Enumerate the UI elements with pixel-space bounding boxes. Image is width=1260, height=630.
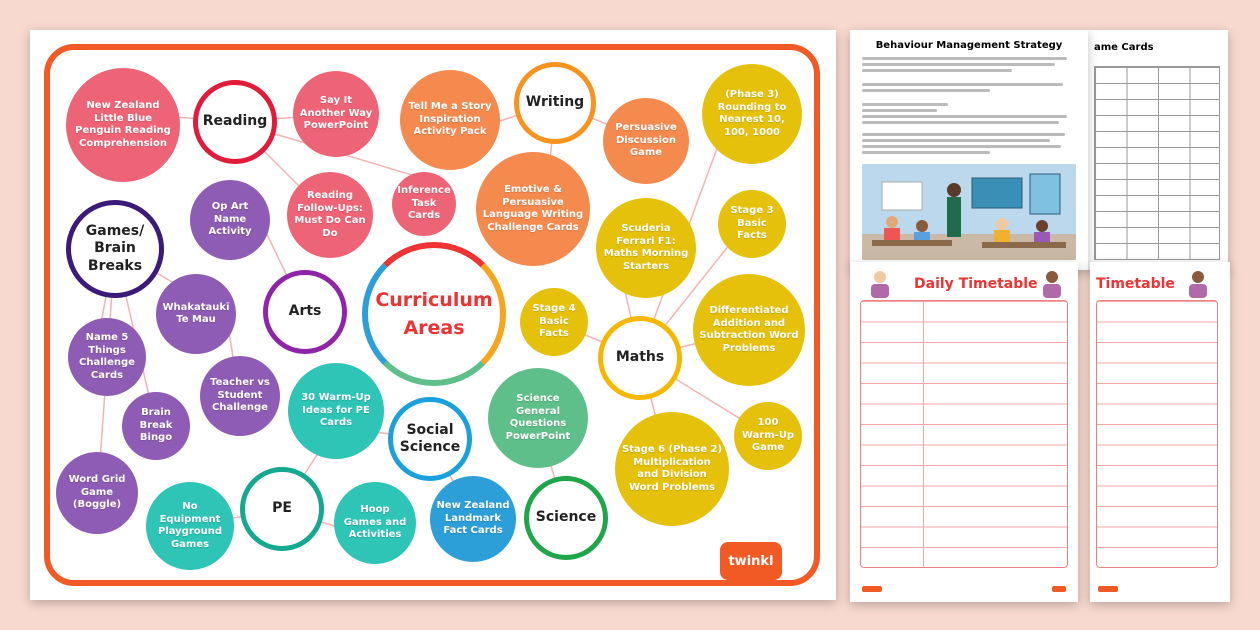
bubble-inference-cards: Inference Task Cards [392, 172, 456, 236]
timetable-footer-logo [862, 586, 882, 592]
behaviour-management-sheet [850, 30, 1088, 270]
hub-maths [598, 316, 682, 400]
bubble-name-5-things: Name 5 Things Challenge Cards [68, 318, 146, 396]
hub-writing [514, 62, 596, 144]
bubble-op-art: Op Art Name Activity [190, 180, 270, 260]
bubble-stage3-facts: Stage 3 Basic Facts [718, 190, 786, 258]
daily-timetable-sheet [850, 262, 1078, 602]
teacher-icon-right [1038, 268, 1066, 298]
center-title-line1: Curriculum [375, 288, 493, 311]
bubble-scuderia: Scuderia Ferrari F1: Maths Morning Starters [596, 198, 696, 298]
hub-reading-label: Reading [202, 113, 268, 130]
behaviour-sheet-text [862, 57, 1076, 154]
teacher-icon-left [866, 268, 894, 298]
name-cards-sheet [1088, 30, 1228, 270]
classroom-illustration [862, 164, 1076, 260]
bubble-no-equipment: No Equipment Playground Games [146, 482, 234, 570]
bubble-science-general: Science General Questions PowerPoint [488, 368, 588, 468]
bubble-say-it: Say It Another Way PowerPoint [293, 71, 379, 157]
behaviour-sheet-title: Behaviour Management Strategy [875, 40, 1063, 51]
timetable-back-grid [1096, 300, 1218, 568]
hub-writing-label: Writing [525, 94, 585, 111]
center-title-line2: Areas [403, 317, 465, 339]
hub-pe [240, 467, 324, 551]
daily-timetable-title: Daily Timetable [914, 276, 1038, 292]
bubble-whakatauki: Whakataukī Te Mau [156, 274, 236, 354]
teacher-icon [1184, 268, 1212, 298]
hub-reading [193, 80, 277, 164]
timetable-back-footer [1098, 586, 1118, 592]
hub-social-science [388, 397, 472, 481]
timetable-back-title: Timetable [1096, 276, 1175, 292]
daily-timetable-grid [860, 300, 1068, 568]
twinkl-logo: twinkl [720, 542, 782, 580]
bubble-teacher-vs-student: Teacher vs Student Challenge [200, 356, 280, 436]
bubble-100-warm-up: 100 Warm-Up Game [734, 402, 802, 470]
hub-games [66, 200, 164, 298]
bubble-persuasive-game: Persuasive Discussion Game [603, 98, 689, 184]
classroom-scene [862, 164, 1076, 260]
bubble-stage4-facts: Stage 4 Basic Facts [520, 288, 588, 356]
bubble-brain-break-bingo: Brain Break Bingo [122, 392, 190, 460]
timetable-column-divider [923, 301, 924, 567]
hub-games-label: Games/ Brain Breaks [85, 222, 145, 274]
bubble-30-warm-up: 30 Warm-Up Ideas for PE Cards [288, 363, 384, 459]
bubble-nz-blue-penguin: New Zealand Little Blue Penguin Reading Comprehension [66, 68, 180, 182]
bubble-phase3-rounding: (Phase 3) Rounding to Nearest 10, 100, 1000 [702, 64, 802, 164]
curriculum-areas-center [362, 242, 506, 386]
bubble-reading-follow-ups: Reading Follow-Ups: Must Do Can Do [287, 172, 373, 258]
bubble-hoop-games: Hoop Games and Activities [334, 482, 416, 564]
bubble-nz-landmark: New Zealand Landmark Fact Cards [430, 476, 516, 562]
bubble-differentiated: Differentiated Addition and Subtraction Word Problems [693, 274, 805, 386]
timetable-footer-mark [1052, 586, 1066, 592]
bubble-tell-me-story: Tell Me a Story Inspiration Activity Pack [400, 70, 500, 170]
hub-social-label: Social Science [399, 421, 461, 455]
name-cards-title: ame Cards [1094, 42, 1154, 53]
hub-arts-label: Arts [288, 303, 322, 320]
hub-pe-label: PE [272, 500, 292, 517]
hub-science-label: Science [535, 509, 597, 526]
name-cards-grid [1094, 66, 1220, 260]
hub-science [524, 476, 608, 560]
hub-maths-label: Maths [615, 349, 665, 366]
bubble-word-grid-game: Word Grid Game (Boggle) [56, 452, 138, 534]
curriculum-poster [30, 30, 836, 600]
bubble-emotive-language: Emotive & Persuasive Language Writing Challenge Cards [476, 152, 590, 266]
timetable-sheet-back [1090, 262, 1230, 602]
hub-arts [263, 270, 347, 354]
bubble-stage6-multiplication: Stage 6 (Phase 2) Multiplication and Division Word Problems [615, 412, 729, 526]
